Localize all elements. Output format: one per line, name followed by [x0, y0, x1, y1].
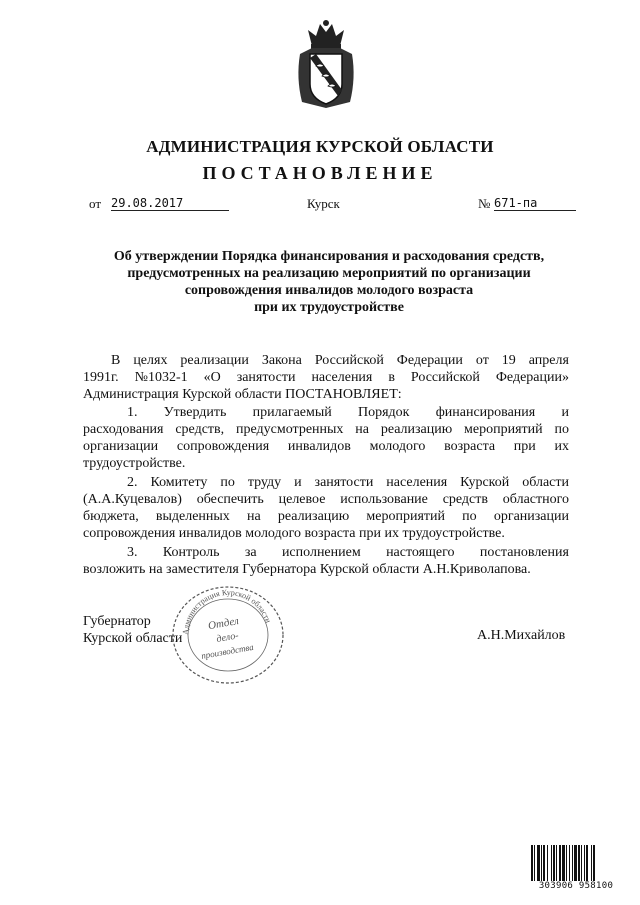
document-number: 671-па	[494, 196, 576, 211]
document-city: Курск	[307, 196, 340, 211]
date-prefix: от	[89, 196, 102, 211]
stamp-ring-text: Администрация Курской области	[180, 587, 273, 636]
office-stamp-icon	[166, 582, 290, 688]
item-2-line-4: сопровождения инвалидов молодого возраста при их трудоустройстве.	[83, 526, 505, 541]
subject-line: предусмотренных на реализацию мероприятий по организации	[127, 266, 531, 281]
barcode-number: 303906 958100	[530, 881, 622, 891]
subject-line: Об утверждении Порядка финансирования и расходования средств,	[113, 249, 545, 264]
stamp-line: Отдел	[207, 615, 240, 633]
intro-line-1: В целях реализации Закона Российской Федерации от 19 апреля	[111, 353, 569, 368]
subject-line: сопровождения инвалидов молодого возраста	[184, 283, 474, 298]
item-1-line-1: 1. Утвердить прилагаемый Порядок финансирования и	[127, 405, 569, 420]
coat-of-arms-icon	[294, 18, 358, 110]
item-2-paragraph	[83, 474, 569, 542]
document-subject	[96, 248, 562, 316]
document-type-title: ПОСТАНОВЛЕНИЕ	[202, 163, 438, 183]
item-1-line-3: организации сопровождения инвалидов молодого возраста при их	[83, 439, 569, 454]
signatory-title-line-2: Курской области	[83, 631, 183, 646]
item-1-paragraph	[83, 404, 569, 472]
item-3-paragraph	[83, 544, 569, 578]
signatory-name: А.Н.Михайлов	[477, 628, 566, 643]
organization-title: АДМИНИСТРАЦИЯ КУРСКОЙ ОБЛАСТИ	[146, 137, 494, 156]
item-3-line-2: возложить на заместителя Губернатора Курской области А.Н.Криволапова.	[83, 562, 531, 577]
item-3-line-1: 3. Контроль за исполнением настоящего постановления	[127, 545, 569, 560]
intro-line-2: 1991г. №1032-1 «О занятости населения в Российской Федерации»	[83, 370, 569, 385]
intro-line-3: Администрация Курской области ПОСТАНОВЛЯЕТ:	[83, 387, 402, 402]
intro-paragraph	[83, 352, 569, 403]
item-2-line-2: (А.А.Куцевалов) обеспечить целевое использование средств областного	[83, 492, 569, 507]
subject-line: при их трудоустройстве	[254, 300, 404, 315]
number-prefix: №	[478, 196, 491, 211]
stamp-line: производства	[200, 641, 255, 661]
item-2-line-3: бюджета, выделенных на реализацию мероприятий по организации	[83, 509, 569, 524]
item-2-line-1: 2. Комитету по труду и занятости населения Курской области	[127, 475, 569, 490]
item-1-line-4: трудоустройстве.	[83, 456, 186, 471]
document-date: 29.08.2017	[111, 196, 229, 211]
stamp-line: дело-	[215, 630, 240, 645]
signatory-title-line-1: Губернатор	[83, 614, 151, 629]
item-1-line-2: расходования средств, предусмотренных на реализацию мероприятий по	[83, 422, 569, 437]
